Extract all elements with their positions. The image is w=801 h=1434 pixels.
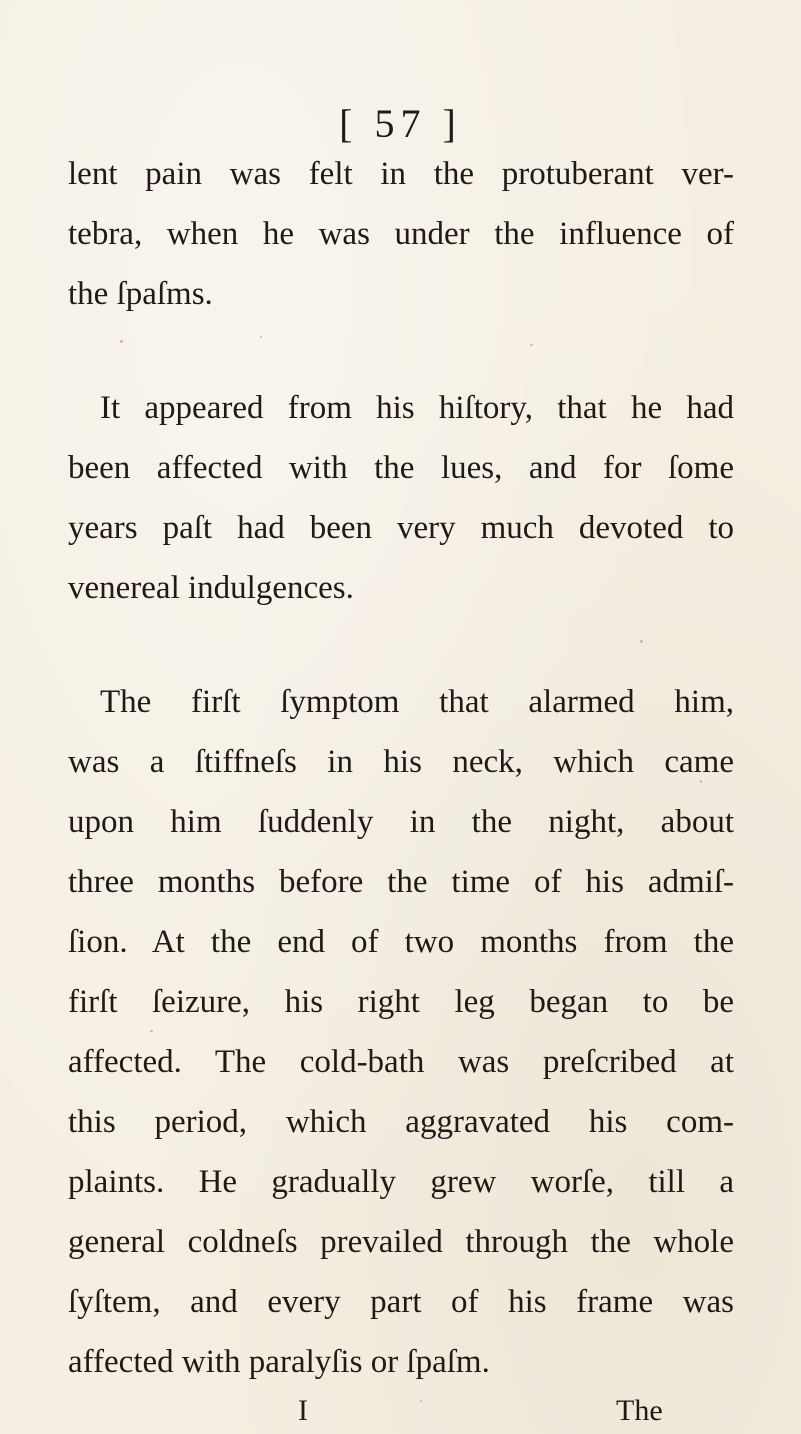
paper-speck (420, 1400, 422, 1402)
text-line: this period, which aggravated his com- (68, 1104, 734, 1140)
text-line: general coldneſs prevailed through the whole (68, 1224, 734, 1260)
text-line: plaints. He gradually grew worſe, till a (68, 1164, 734, 1200)
paper-speck (120, 340, 123, 343)
text-line: ſion. At the end of two months from the (68, 924, 734, 960)
text-line: tebra, when he was under the influence of (68, 216, 734, 252)
paper-speck (640, 640, 643, 643)
text-line: upon him ſuddenly in the night, about (68, 804, 734, 840)
paper-speck (530, 344, 533, 346)
text-line: firſt ſeizure, his right leg began to be (68, 984, 734, 1020)
text-line: lent pain was felt in the protuberant ver- (68, 156, 734, 192)
paper-speck (700, 780, 702, 783)
text-line: years paſt had been very much devoted to (68, 510, 734, 546)
paper-speck (150, 1030, 153, 1032)
page-number-header: [ 57 ] (339, 101, 462, 146)
text-line: The firſt ſymptom that alarmed him, (100, 684, 734, 720)
text-line: ſyſtem, and every part of his frame was (68, 1284, 734, 1320)
paper-speck (260, 336, 262, 338)
text-line: been affected with the lues, and for ſome (68, 450, 734, 486)
text-line: affected with paralyſis or ſpaſm. (68, 1344, 490, 1380)
signature-mark: I (298, 1394, 308, 1427)
text-line: the ſpaſms. (68, 276, 213, 312)
text-line: three months before the time of his admiſ- (68, 864, 734, 900)
text-line: It appeared from his hiſtory, that he had (100, 390, 734, 426)
text-line: venereal indulgences. (68, 570, 354, 606)
catchword: The (616, 1394, 663, 1427)
text-line: was a ſtiffneſs in his neck, which came (68, 744, 734, 780)
text-line: affected. The cold-bath was preſcribed at (68, 1044, 734, 1080)
